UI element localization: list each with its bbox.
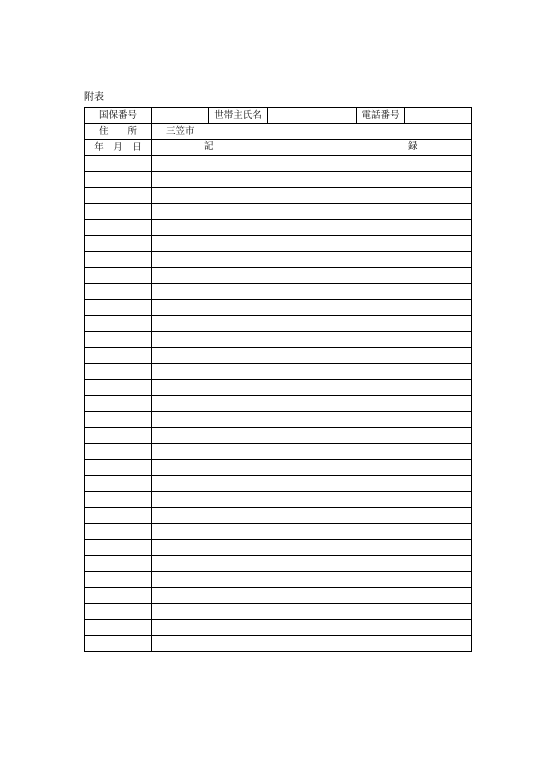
record-row	[85, 236, 472, 252]
record-date-field[interactable]	[85, 268, 152, 284]
record-date-field[interactable]	[85, 540, 152, 556]
record-date-field[interactable]	[85, 428, 152, 444]
record-date-field[interactable]	[85, 236, 152, 252]
record-text-field[interactable]	[152, 300, 472, 316]
record-text-field[interactable]	[152, 492, 472, 508]
record-text-field[interactable]	[152, 460, 472, 476]
record-row	[85, 396, 472, 412]
record-text-field[interactable]	[152, 524, 472, 540]
record-date-field[interactable]	[85, 460, 152, 476]
record-row	[85, 332, 472, 348]
record-row	[85, 572, 472, 588]
record-text-field[interactable]	[152, 444, 472, 460]
record-row	[85, 444, 472, 460]
record-row	[85, 460, 472, 476]
record-date-field[interactable]	[85, 332, 152, 348]
record-text-field[interactable]	[152, 204, 472, 220]
record-date-field[interactable]	[85, 556, 152, 572]
record-row	[85, 620, 472, 636]
record-form-table	[84, 107, 472, 652]
record-row	[85, 364, 472, 380]
record-row	[85, 412, 472, 428]
record-row	[85, 556, 472, 572]
date-column-header: 年 月 日	[85, 140, 152, 156]
record-row	[85, 492, 472, 508]
address-row	[85, 124, 472, 140]
record-date-field[interactable]	[85, 220, 152, 236]
address-label: 住 所	[85, 124, 152, 140]
record-row	[85, 636, 472, 652]
record-date-field[interactable]	[85, 348, 152, 364]
record-row	[85, 300, 472, 316]
record-row	[85, 540, 472, 556]
record-text-field[interactable]	[152, 332, 472, 348]
record-text-field[interactable]	[152, 476, 472, 492]
record-row	[85, 268, 472, 284]
record-text-field[interactable]	[152, 156, 472, 172]
record-date-field[interactable]	[85, 588, 152, 604]
record-date-field[interactable]	[85, 492, 152, 508]
record-date-field[interactable]	[85, 364, 152, 380]
record-row	[85, 220, 472, 236]
record-row	[85, 316, 472, 332]
record-date-field[interactable]	[85, 300, 152, 316]
record-text-field[interactable]	[152, 556, 472, 572]
record-row	[85, 348, 472, 364]
phone-number-label: 電話番号	[357, 108, 405, 124]
record-row	[85, 428, 472, 444]
record-date-field[interactable]	[85, 284, 152, 300]
record-date-field[interactable]	[85, 396, 152, 412]
record-text-field[interactable]	[152, 508, 472, 524]
record-date-field[interactable]	[85, 604, 152, 620]
record-date-field[interactable]	[85, 620, 152, 636]
record-header-left: 記	[204, 141, 214, 152]
header-row	[85, 108, 472, 124]
record-date-field[interactable]	[85, 412, 152, 428]
record-date-field[interactable]	[85, 380, 152, 396]
record-row	[85, 588, 472, 604]
record-row	[85, 380, 472, 396]
record-date-field[interactable]	[85, 156, 152, 172]
record-text-field[interactable]	[152, 284, 472, 300]
record-row	[85, 188, 472, 204]
record-date-field[interactable]	[85, 444, 152, 460]
record-row	[85, 156, 472, 172]
record-row	[85, 524, 472, 540]
record-date-field[interactable]	[85, 252, 152, 268]
record-text-field[interactable]	[152, 636, 472, 652]
record-text-field[interactable]	[152, 172, 472, 188]
record-text-field[interactable]	[152, 236, 472, 252]
record-text-field[interactable]	[152, 588, 472, 604]
record-text-field[interactable]	[152, 268, 472, 284]
phone-number-field[interactable]	[405, 108, 472, 124]
record-date-field[interactable]	[85, 524, 152, 540]
record-text-field[interactable]	[152, 412, 472, 428]
record-date-field[interactable]	[85, 636, 152, 652]
record-date-field[interactable]	[85, 188, 152, 204]
record-text-field[interactable]	[152, 348, 472, 364]
record-text-field[interactable]	[152, 620, 472, 636]
record-text-field[interactable]	[152, 380, 472, 396]
household-head-name-label: 世帯主氏名	[209, 108, 268, 124]
record-date-field[interactable]	[85, 508, 152, 524]
record-text-field[interactable]	[152, 428, 472, 444]
record-row	[85, 204, 472, 220]
record-date-field[interactable]	[85, 316, 152, 332]
form-caption: 附表	[84, 92, 104, 103]
record-row	[85, 476, 472, 492]
records-header-row	[85, 140, 472, 156]
record-row	[85, 172, 472, 188]
record-date-field[interactable]	[85, 172, 152, 188]
record-row	[85, 252, 472, 268]
record-text-field[interactable]	[152, 540, 472, 556]
household-head-name-field[interactable]	[268, 108, 357, 124]
record-date-field[interactable]	[85, 572, 152, 588]
record-text-field[interactable]	[152, 364, 472, 380]
record-date-field[interactable]	[85, 476, 152, 492]
record-text-field[interactable]	[152, 396, 472, 412]
record-text-field[interactable]	[152, 572, 472, 588]
address-field[interactable]: 三笠市	[152, 124, 472, 140]
record-column-header	[152, 140, 472, 156]
record-text-field[interactable]	[152, 220, 472, 236]
record-text-field[interactable]	[152, 252, 472, 268]
record-date-field[interactable]	[85, 204, 152, 220]
record-text-field[interactable]	[152, 188, 472, 204]
kokuho-number-label: 国保番号	[85, 108, 152, 124]
kokuho-number-field[interactable]	[152, 108, 209, 124]
record-row	[85, 604, 472, 620]
record-text-field[interactable]	[152, 604, 472, 620]
record-text-field[interactable]	[152, 316, 472, 332]
record-header-right: 録	[408, 141, 418, 152]
record-row	[85, 508, 472, 524]
record-row	[85, 284, 472, 300]
